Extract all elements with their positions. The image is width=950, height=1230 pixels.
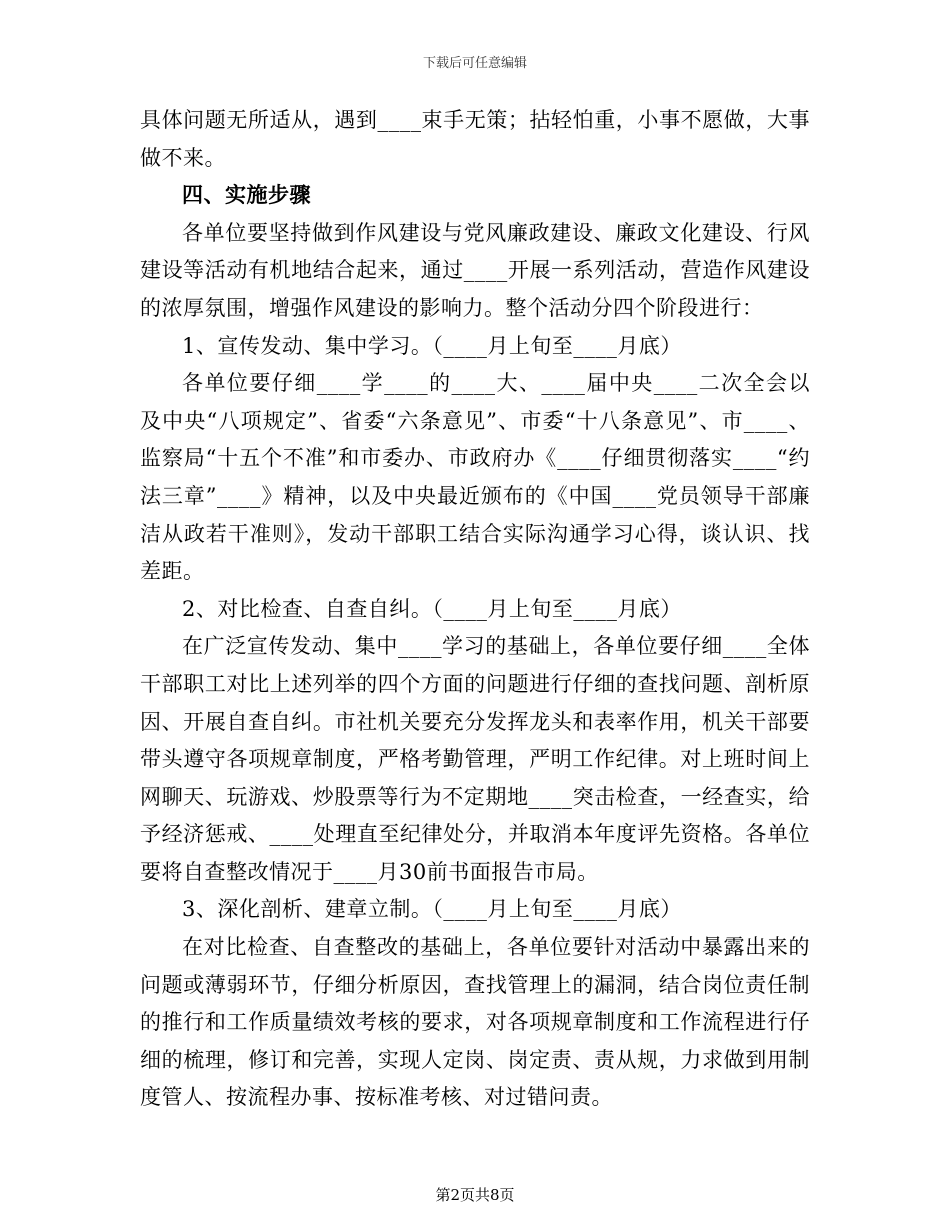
step-heading: 3、深化剖析、建章立制。（____月上旬至____月底）: [182, 897, 682, 922]
paragraph: 各单位要仔细____学____的____大、____届中央____二次全会以及中央“八项规定”、省委“六条意见”、市委“十八条意见”、市____、监察局“十五个不准”和市委办、市政府办《____仔细贯彻落实____“约法三章”____》精神，以及中央最近颁布的《中国____党员领导干部廉洁从政若干准则》，发动干部职工结合实际沟通学习心得，谈认识、找差距。: [140, 371, 810, 584]
paragraph-continuation: 具体问题无所适从，遇到____束手无策；拈轻怕重，小事不愿做，大事做不来。: [140, 108, 810, 170]
page-footer: 第2页共8页: [435, 1186, 515, 1204]
step-heading: 2、对比检查、自查自纠。（____月上旬至____月底）: [182, 596, 682, 621]
section-heading: 四、实施步骤: [182, 183, 311, 208]
paragraph: 在广泛宣传发动、集中____学习的基础上，各单位要仔细____全体干部职工对比上述列举的四个方面的问题进行仔细的查找问题、剖析原因、开展自查自纠。市社机关要充分发挥龙头和表率作用，机关干部要带头遵守各项规章制度，严格考勤管理，严明工作纪律。对上班时间上网聊天、玩游戏、炒股票等行为不定期地____突击检查，一经查实，给予经济惩戒、____处理直至纪律处分，并取消本年度评先资格。各单位要将自查整改情况于____月30前书面报告市局。: [140, 634, 810, 884]
step-heading: 1、宣传发动、集中学习。（____月上旬至____月底）: [182, 333, 682, 358]
paragraph: 各单位要坚持做到作风建设与党风廉政建设、廉政文化建设、行风建设等活动有机地结合起来，通过____开展一系列活动，营造作风建设的浓厚氛围，增强作风建设的影响力。整个活动分四个阶段进行：: [140, 220, 810, 320]
document-body: [140, 102, 810, 1117]
paragraph: 在对比检查、自查整改的基础上，各单位要针对活动中暴露出来的问题或薄弱环节，仔细分析原因，查找管理上的漏洞，结合岗位责任制的推行和工作质量绩效考核的要求，对各项规章制度和工作流程进行仔细的梳理，修订和完善，实现人定岗、岗定责、责从规，力求做到用制度管人、按流程办事、按标准考核、对过错问责。: [140, 935, 810, 1110]
page-header: 下载后可任意编辑: [422, 56, 527, 71]
